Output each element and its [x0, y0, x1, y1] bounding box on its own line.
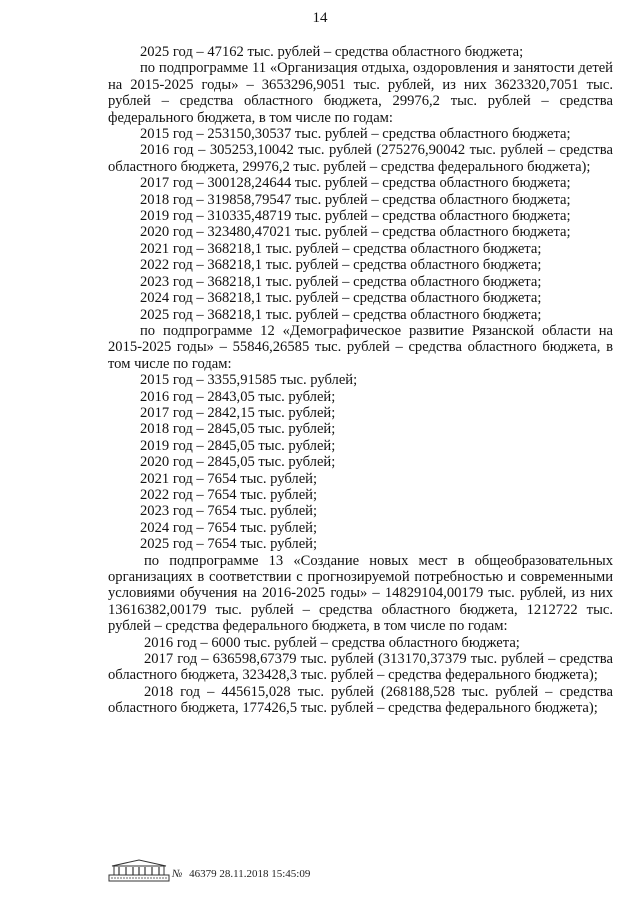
paragraph: 2018 год – 2845,05 тыс. рублей;: [140, 421, 336, 438]
paragraph: 2019 год – 2845,05 тыс. рублей;: [140, 437, 336, 454]
doc-number-prefix: №: [172, 868, 183, 880]
paragraph: 2022 год – 368218,1 тыс. рублей – средства областного бюджета;: [140, 257, 542, 274]
document-body: [108, 44, 613, 717]
doc-timestamp: 28.11.2018 15:45:09: [219, 868, 311, 880]
paragraph: 2017 год – 636598,67379 тыс. рублей (313170,37379 тыс. рублей – средства областного бюджета, 323428,3 тыс. рублей – средства федерального бюджета);: [108, 651, 613, 684]
doc-number: 46379: [189, 868, 217, 880]
paragraph: 2018 год – 445615,028 тыс. рублей (268188,528 тыс. рублей – средства областного бюджета, 177426,5 тыс. рублей – средства федерального бюджета);: [108, 683, 613, 717]
document-footer: [108, 858, 628, 888]
paragraph: 2025 год – 7654 тыс. рублей;: [140, 536, 318, 553]
paragraph: 2025 год – 47162 тыс. рублей – средства областного бюджета;: [140, 44, 524, 60]
paragraph: 2016 год – 305253,10042 тыс. рублей (275276,90042 тыс. рублей – средства областного бюджета, 29976,2 тыс. рублей – средства федерального бюджета);: [108, 142, 613, 175]
paragraph: 2020 год – 323480,47021 тыс. рублей – средства областного бюджета;: [140, 224, 571, 241]
paragraph: 2017 год – 300128,24644 тыс. рублей – средства областного бюджета;: [140, 175, 571, 192]
paragraph: 2018 год – 319858,79547 тыс. рублей – средства областного бюджета;: [140, 191, 571, 208]
paragraph: по подпрограмме 11 «Организация отдыха, оздоровления и занятости детей на 2015-2025 годы» – 3653296,9051 тыс. рублей, из них 3623320,7051 тыс. рублей – средства областного бюджета, 29976,2 тыс. рублей – средства федерального бюджета, в том числе по годам:: [108, 60, 613, 126]
paragraph: 2024 год – 7654 тыс. рублей;: [140, 519, 318, 536]
paragraph: по подпрограмме 12 «Демографическое развитие Рязанской области на 2015-2025 годы» – 55846,26585 тыс. рублей – средства областного бюджета, в том числе по годам:: [108, 322, 613, 372]
paragraph: 2016 год – 6000 тыс. рублей – средства областного бюджета;: [144, 634, 520, 651]
paragraph: 2021 год – 7654 тыс. рублей;: [140, 470, 318, 487]
paragraph: 2015 год – 253150,30537 тыс. рублей – средства областного бюджета;: [140, 126, 571, 143]
page-number: 14: [312, 10, 328, 26]
paragraph: 2019 год – 310335,48719 тыс. рублей – средства областного бюджета;: [140, 208, 571, 225]
document-stamp: [172, 868, 310, 880]
paragraph: 2020 год – 2845,05 тыс. рублей;: [140, 454, 336, 471]
paragraph: 2022 год – 7654 тыс. рублей;: [140, 486, 318, 503]
paragraph: 2023 год – 368218,1 тыс. рублей – средства областного бюджета;: [140, 273, 542, 290]
paragraph: 2015 год – 3355,91585 тыс. рублей;: [140, 372, 358, 389]
paragraph: 2021 год – 368218,1 тыс. рублей – средства областного бюджета;: [140, 240, 542, 257]
paragraph: 2016 год – 2843,05 тыс. рублей;: [140, 388, 336, 405]
building-seal-icon: [108, 858, 170, 882]
paragraph: 2024 год – 368218,1 тыс. рублей – средства областного бюджета;: [140, 290, 542, 307]
paragraph: по подпрограмме 13 «Создание новых мест в общеобразовательных организациях в соответствии с прогнозируемой потребностью и современными условиями обучения на 2016-2025 годы» – 14829104,00179 тыс. рублей, из них 13616382,00179 тыс. рублей – средства областного бюджета, 1212722 тыс. рублей – средства федерального бюджета, в том числе по годам:: [108, 552, 613, 635]
paragraph: 2017 год – 2842,15 тыс. рублей;: [140, 404, 336, 421]
paragraph: 2023 год – 7654 тыс. рублей;: [140, 503, 318, 520]
paragraph: 2025 год – 368218,1 тыс. рублей – средства областного бюджета;: [140, 306, 542, 323]
